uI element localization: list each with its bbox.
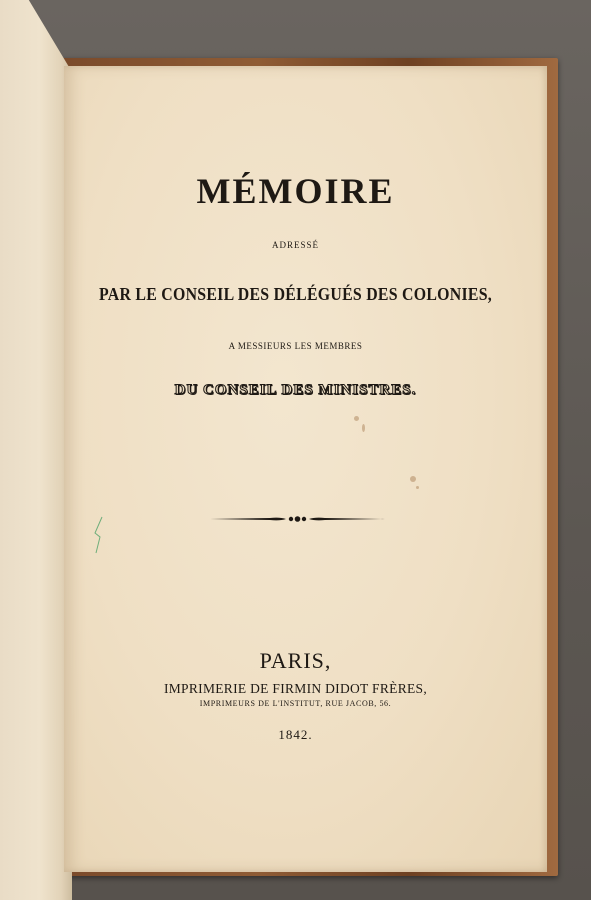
document-title: MÉMOIRE (196, 171, 395, 211)
imprint-year: 1842. (278, 727, 313, 742)
facing-page (0, 0, 72, 900)
imprint-printer-detail: IMPRIMEURS DE L'INSTITUT, RUE JACOB, 56. (199, 699, 392, 708)
foxing-spot (354, 416, 359, 421)
subtitle-adresse: ADRESSÉ (271, 240, 319, 250)
subtitle-conseil: DU CONSEIL DES MINISTRES. (174, 382, 417, 398)
foxing-spot (416, 486, 419, 489)
imprint-place: PARIS, (259, 648, 332, 673)
subtitle-par: PAR LE CONSEIL DES DÉLÉGUÉS DES COLONIES, (98, 284, 493, 304)
foxing-spot (410, 476, 416, 482)
imprint-printer: IMPRIMERIE DE FIRMIN DIDOT FRÈRES, (163, 681, 428, 696)
foxing-spot (362, 424, 365, 432)
pencil-mark (92, 515, 104, 555)
subtitle-messieurs: A MESSIEURS LES MEMBRES (228, 341, 363, 351)
decorative-rule-ornament (210, 512, 385, 526)
